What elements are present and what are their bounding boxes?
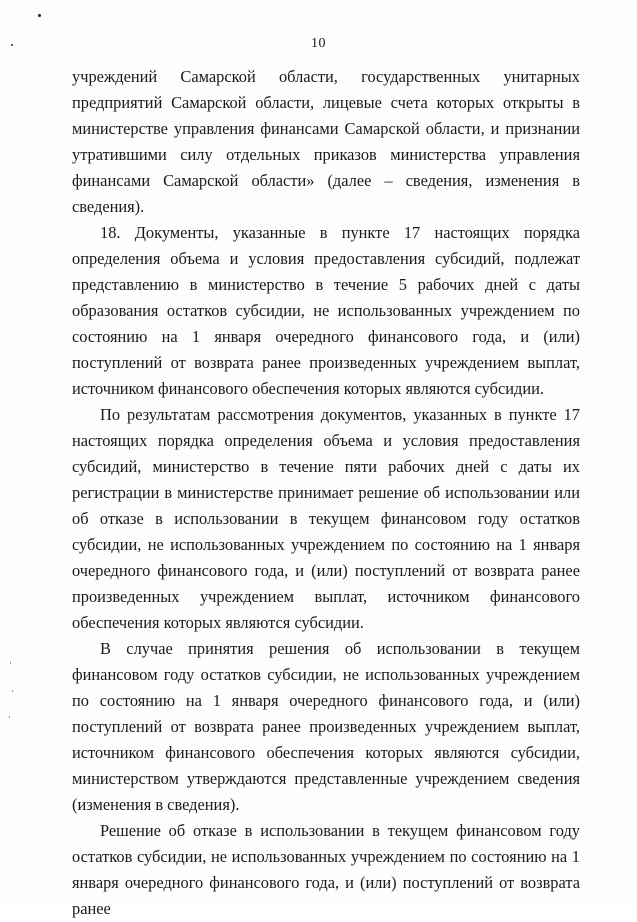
paragraph-item-18: 18. Документы, указанные в пункте 17 настоящих порядка определения объема и условия предоставления субсидий, подлежат представлению в министерство в течение 5 рабочих дней с даты образования остатков субсидии, не использованных учреждением по состоянию на 1 января очередного финансового года, и (или) поступлений от возврата ранее произведенных учреждением выплат, источником финансового обеспечения которых являются субсидии. xyxy=(72,223,580,398)
paragraph-approval-case: В случае принятия решения об использовании в текущем финансовом году остатков субсидии, не использованных учреждением по состоянию на 1 января очередного финансового года, и (или) поступлений от возврата ранее произведенных учреждением выплат, источником финансового обеспечения которых являются субсидии, министерством утверждаются представленные учреждением сведения (изменения в сведения). xyxy=(72,639,580,814)
page-number: 10 xyxy=(311,36,326,51)
document-body xyxy=(72,64,580,922)
paragraph-review-results: По результатам рассмотрения документов, указанных в пункте 17 настоящих порядка определения объема и условия предоставления субсидий, министерство в течение пяти рабочих дней с даты их регистрации в министерстве принимает решение об использовании или об отказе в использовании в текущем финансовом году остатков субсидии, не использованных учреждением по состоянию на 1 января очередного финансового года, и (или) поступлений от возврата ранее произведенных учреждением выплат, источником финансового обеспечения которых являются субсидии. xyxy=(72,405,580,632)
scan-speck xyxy=(9,716,10,718)
scan-speck xyxy=(38,14,41,17)
paragraph-continuation: учреждений Самарской области, государственных унитарных предприятий Самарской области, лицевые счета которых открыты в министерстве управления финансами Самарской области, и признании утратившими силу отдельных приказов министерства управления финансами Самарской области» (далее – сведения, изменения в сведения). xyxy=(72,67,580,216)
scan-speck xyxy=(12,690,13,692)
paragraph-refusal-decision: Решение об отказе в использовании в текущем финансовом году остатков субсидии, не использованных учреждением по состоянию на 1 января очередного финансового года, и (или) поступлений от возврата ранее xyxy=(72,821,580,918)
scan-speck xyxy=(10,662,11,664)
